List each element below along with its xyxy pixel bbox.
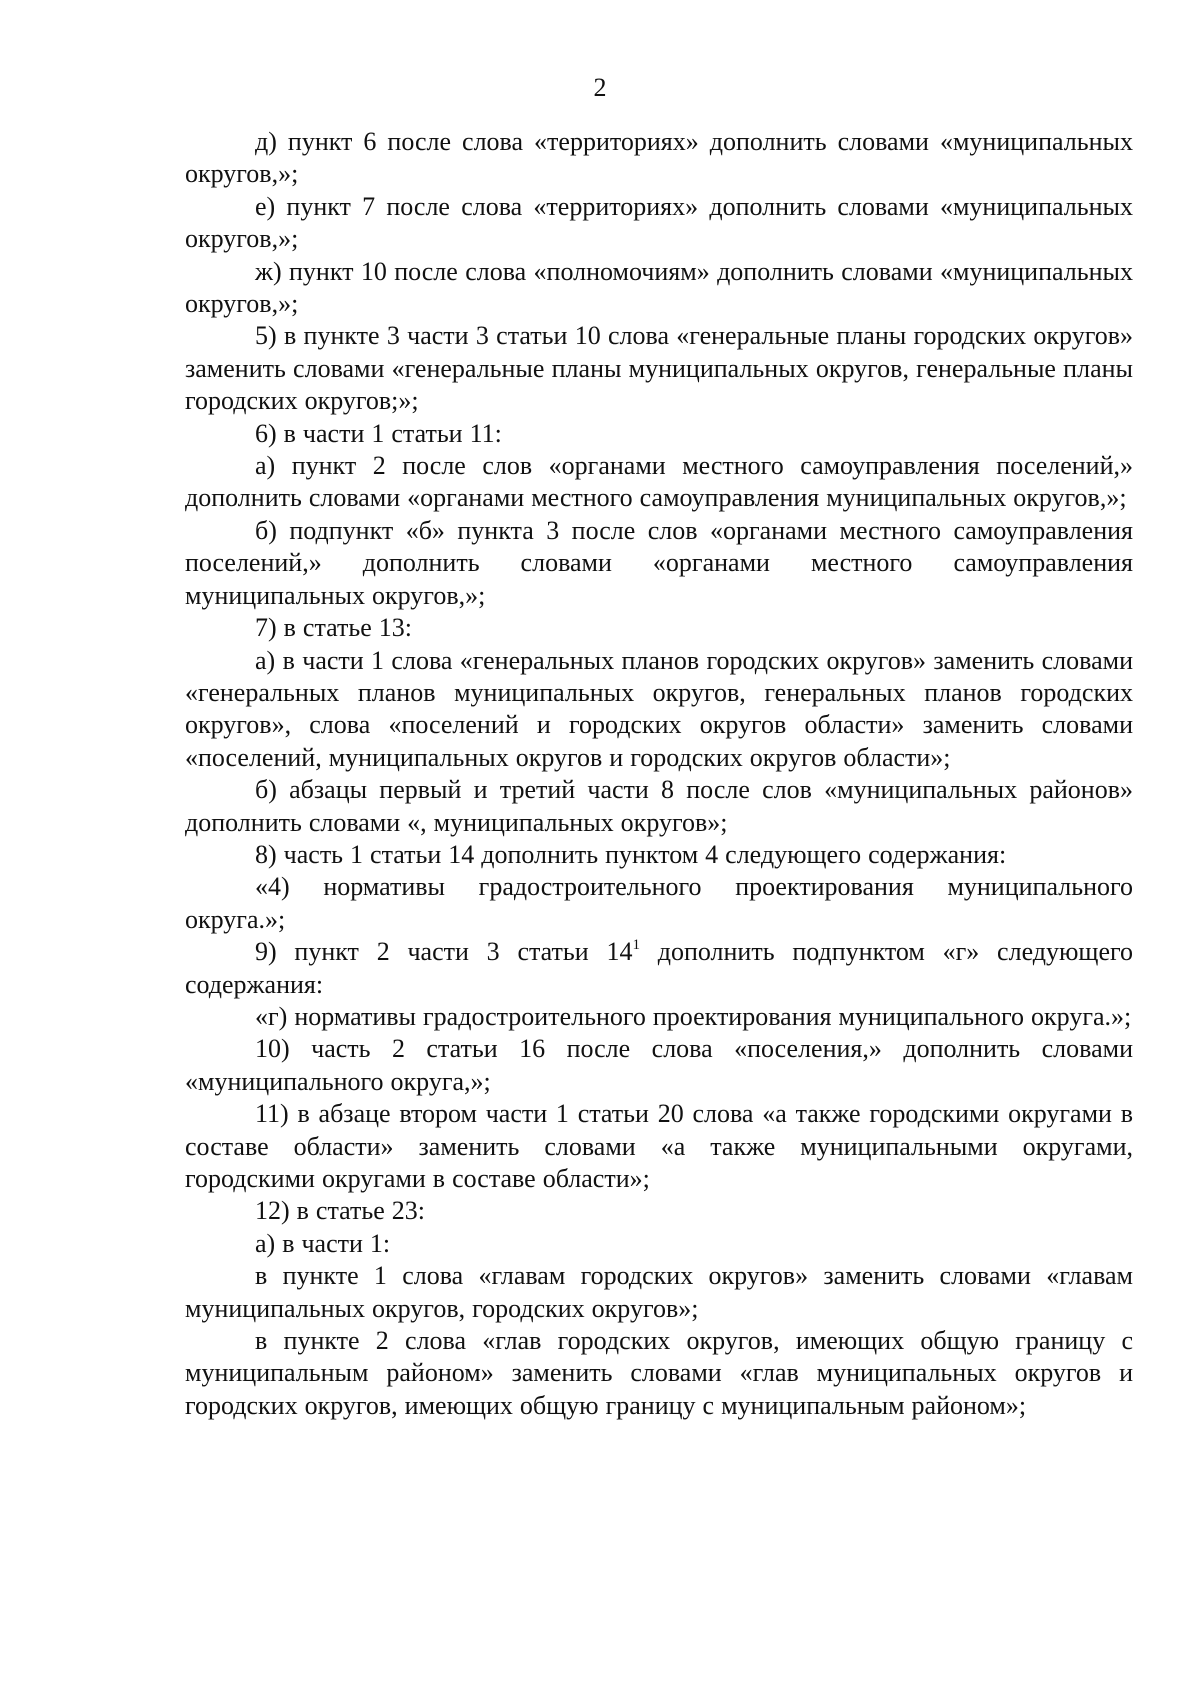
paragraph-zh-point-10: ж) пункт 10 после слова «полномочиям» дополнить словами «муниципальных округов,»;: [185, 256, 1133, 319]
paragraph-item-10: 10) часть 2 статьи 16 после слова «поселения,» дополнить словами «муниципального округа,»;: [185, 1034, 1133, 1096]
paragraph-item-8-quote: «4) нормативы градостроительного проектирования муниципального округа.»;: [185, 872, 1133, 934]
paragraph-item-6a: а) пункт 2 после слов «органами местного самоуправления поселений,» дополнить словами «органами местного самоуправления муниципальных округов,»;: [185, 451, 1133, 513]
paragraph-item-8: 8) часть 1 статьи 14 дополнить пунктом 4 следующего содержания:: [255, 839, 1007, 869]
paragraph-item-6: 6) в части 1 статьи 11:: [255, 418, 502, 448]
paragraph-d-point-6: д) пункт 6 после слова «территориях» дополнить словами «муниципальных округов,»;: [185, 127, 1133, 189]
paragraph-e-point-7: е) пункт 7 после слова «территориях» дополнить словами «муниципальных округов,»;: [185, 191, 1133, 254]
paragraph-item-9-before: 9) пункт 2 части 3 статьи 14: [255, 937, 633, 967]
paragraph-item-9: [185, 936, 1133, 1001]
paragraph-item-5: 5) в пункте 3 части 3 статьи 10 слова «генеральные планы городских округов» заменить словами «генеральные планы муниципальных округов, генеральные планы городских округов;»;: [185, 321, 1133, 416]
paragraph-item-7: 7) в статье 13:: [255, 613, 413, 643]
document-body: [185, 126, 1133, 1422]
paragraph-item-12a: а) в части 1:: [255, 1228, 391, 1258]
paragraph-item-9-quote: «г) нормативы градостроительного проектирования муниципального округа.»;: [255, 1001, 1132, 1031]
paragraph-item-9-after: дополнить подпунктом «г» следующего содержания:: [185, 937, 1133, 999]
page-number: 2: [593, 73, 607, 102]
paragraph-item-11: 11) в абзаце втором части 1 статьи 20 слова «а также городскими округами в составе области» заменить словами «а также муниципальными округами, городскими округами в составе области»;: [185, 1099, 1133, 1193]
article-superscript: 1: [632, 936, 640, 953]
paragraph-item-7a: а) в части 1 слова «генеральных планов городских округов» заменить словами «генеральных планов муниципальных округов, генеральных планов городских округов», слова «поселений и городских округов области» заменить словами «поселений, муниципальных округов и городских округов области»;: [185, 645, 1133, 772]
paragraph-item-7b: б) абзацы первый и третий части 8 после слов «муниципальных районов» дополнить словами «, муниципальных округов»;: [185, 775, 1133, 837]
paragraph-item-12: 12) в статье 23:: [255, 1196, 426, 1226]
paragraph-item-6b: б) подпункт «б» пункта 3 после слов «органами местного самоуправления поселений,» дополнить словами «органами местного самоуправления муниципальных округов,»;: [185, 515, 1133, 610]
paragraph-item-12a-point-1: в пункте 1 слова «главам городских округов» заменить словами «главам муниципальных округов, городских округов»;: [185, 1261, 1133, 1323]
paragraph-item-12a-point-2: в пункте 2 слова «глав городских округов, имеющих общую границу с муниципальным районом» заменить словами «глав муниципальных округов и городских округов, имеющих общую границу с муниципальным районом»;: [185, 1326, 1133, 1420]
